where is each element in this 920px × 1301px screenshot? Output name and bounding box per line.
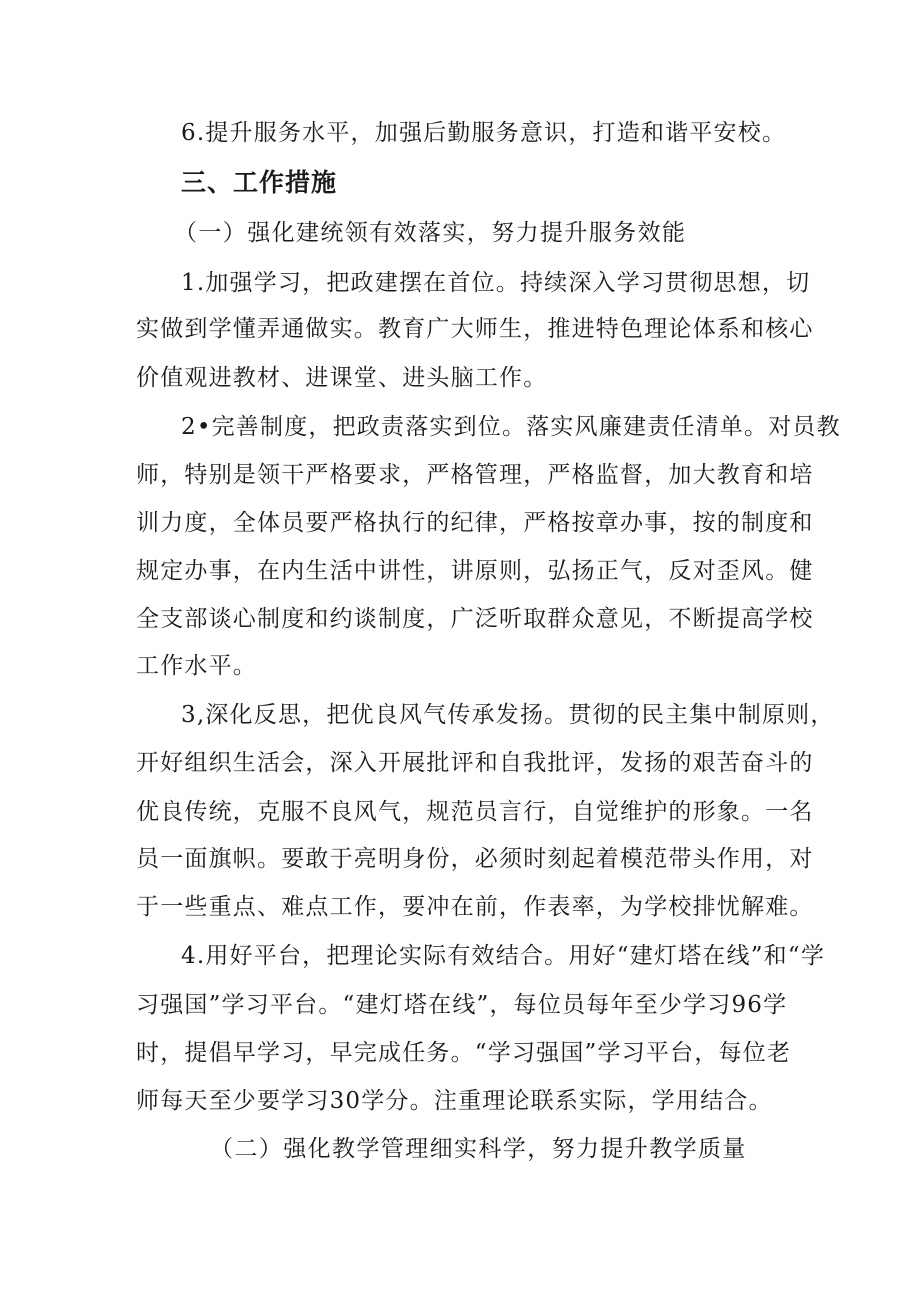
paragraph-3-line-5: 于一些重点、难点工作，要冲在前，作表率，为学校排忧解难。	[136, 894, 814, 920]
item-6-text: 6.提升服务水平，加强后勤服务意识，打造和谐平安校。	[181, 120, 787, 146]
paragraph-1-line-1: 1.加强学习，把政建摆在首位。持续深入学习贯彻思想，切	[181, 270, 811, 296]
paragraph-3-line-3: 优良传统，克服不良风气，规范员言行，自觉维护的形象。一名	[136, 799, 814, 825]
paragraph-2-line-6: 工作水平。	[136, 653, 257, 679]
subsection-1-heading: （一）强化建统领有效落实，努力提升服务效能	[174, 220, 687, 246]
section-3-heading: 三、工作措施	[181, 168, 338, 197]
paragraph-2-line-2: 师，特别是领干严格要求，严格管理，严格监督，加大教育和培	[136, 462, 814, 488]
paragraph-1-line-2: 实做到学懂弄通做实。教育广大师生，推进特色理论体系和核心	[136, 316, 814, 342]
paragraph-3-line-2: 开好组织生活会，深入开展批评和自我批评，发扬的艰苦奋斗的	[136, 750, 814, 776]
paragraph-3-line-1: 3,深化反思，把优良风气传承发扬。贯彻的民主集中制原则，	[181, 702, 835, 728]
paragraph-4-line-3: 时，提倡早学习，早完成任务。“学习强国”学习平台，每位老	[136, 1040, 792, 1066]
paragraph-1-line-3: 价值观进教材、进课堂、进头脑工作。	[136, 365, 548, 391]
paragraph-2-line-3: 训力度，全体员要严格执行的纪律，严格按章办事，按的制度和	[136, 510, 814, 536]
paragraph-4-line-4: 师每天至少要学习30学分。注重理论联系实际，学用结合。	[136, 1088, 773, 1114]
paragraph-3-line-4: 员一面旗帜。要敢于亮明身份，必须时刻起着模范带头作用，对	[136, 846, 814, 872]
paragraph-2-line-4: 规定办事，在内生活中讲性，讲原则，弘扬正气，反对歪风。健	[136, 558, 814, 584]
paragraph-4-line-2: 习强国”学习平台。“建灯塔在线”，每位员每年至少学习96学	[136, 992, 788, 1018]
paragraph-4-line-1: 4.用好平台，把理论实际有效结合。用好“建灯塔在线”和“学	[181, 943, 826, 969]
subsection-2-heading: （二）强化教学管理细实科学，努力提升教学质量	[210, 1136, 747, 1162]
paragraph-2-line-1: 2•完善制度，把政责落实到位。落实风廉建责任清单。对员教	[181, 414, 841, 440]
paragraph-2-line-5: 全支部谈心制度和约谈制度，广泛听取群众意见，不断提高学校	[136, 606, 814, 632]
